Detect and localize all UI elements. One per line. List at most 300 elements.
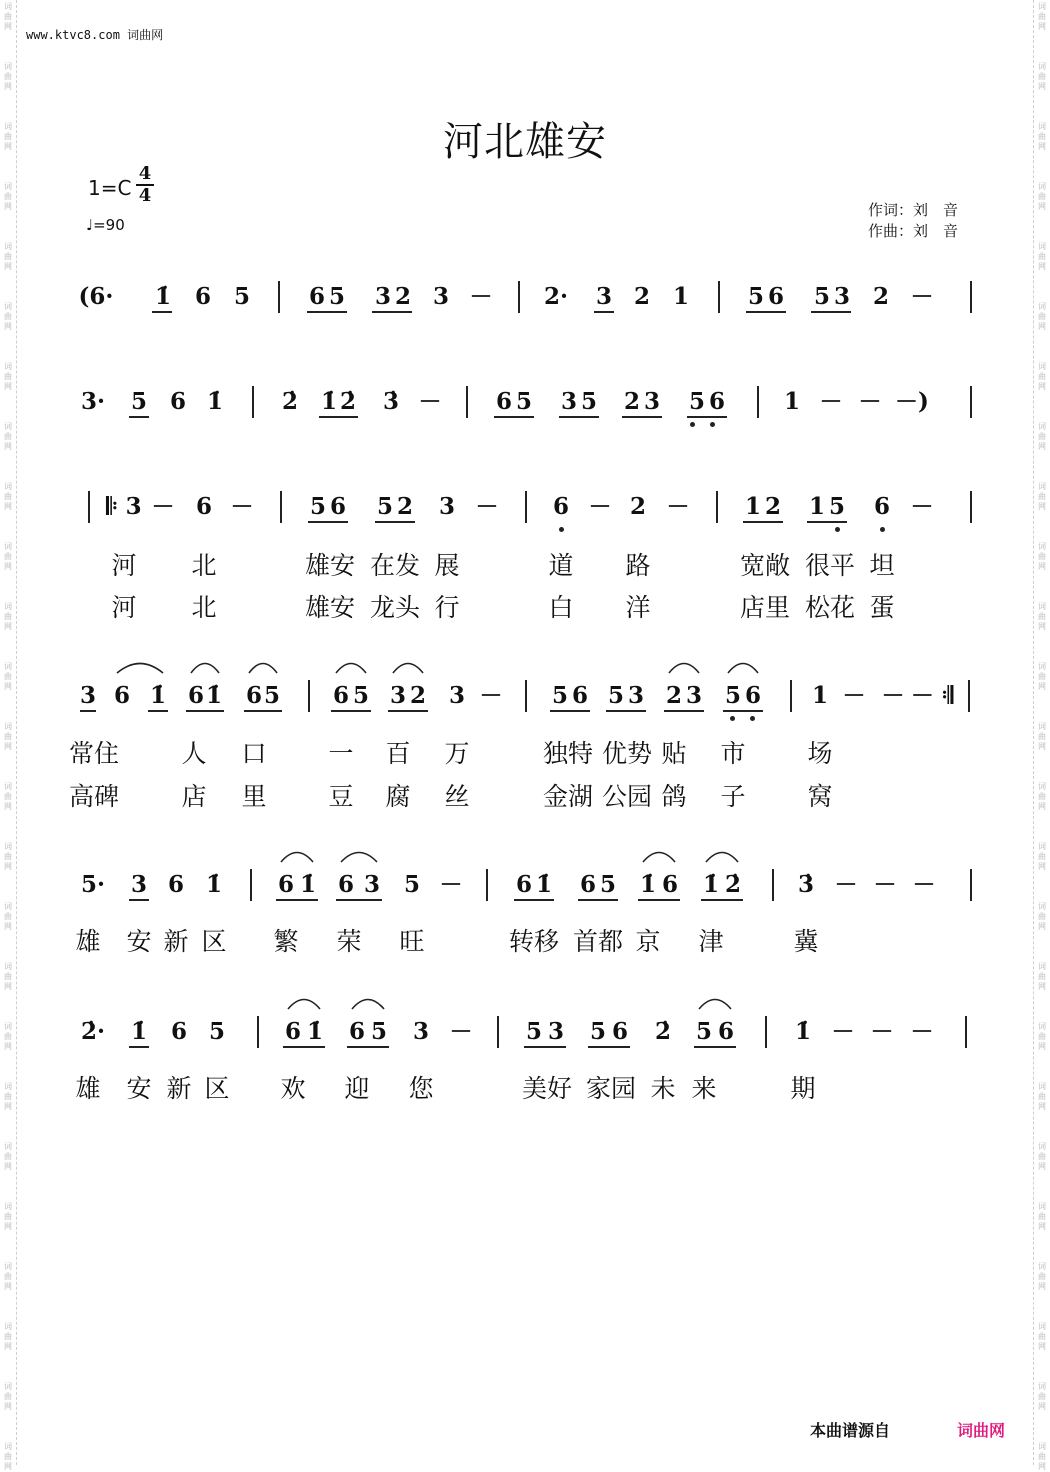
lyric: 在发 [369, 551, 421, 580]
barline [965, 1016, 967, 1048]
watermark-text: 词 曲 网 [1038, 1082, 1046, 1111]
beam-underline [307, 311, 347, 313]
lyric: 松花 [804, 593, 856, 622]
page-title: 河北雄安 [443, 119, 607, 165]
note: － [151, 493, 175, 520]
watermark-text: 词 曲 网 [4, 242, 12, 271]
watermark-text: 词 曲 网 [1038, 182, 1046, 211]
note: 5 [328, 283, 346, 310]
beam-underline [80, 710, 96, 712]
lyric: 河 [111, 593, 137, 622]
lyric: 美好 [521, 1074, 573, 1103]
note: － [910, 283, 934, 310]
watermark-text: 词 曲 网 [4, 1022, 12, 1051]
note: 3 [130, 871, 148, 898]
barline [88, 491, 90, 523]
lyric: 白 [548, 593, 574, 622]
slur [248, 660, 278, 674]
note: 6 [113, 682, 131, 709]
time-denominator: 4 [138, 185, 152, 206]
note: 5 [589, 1018, 607, 1045]
note: 3 [560, 388, 578, 415]
watermark-text: 词 曲 网 [4, 62, 12, 91]
barline [970, 869, 972, 901]
tempo-mark [86, 216, 125, 234]
watermark-text: 词 曲 网 [1038, 302, 1046, 331]
barline [252, 386, 254, 418]
watermark-text: 词 曲 网 [1038, 602, 1046, 631]
lyric: 场 [807, 739, 833, 768]
note: 1̇ [320, 388, 338, 415]
beam-underline [148, 710, 168, 712]
lyric: 雄安 [304, 593, 356, 622]
barline [466, 386, 468, 418]
barline [718, 281, 720, 313]
lyric: 北 [191, 551, 217, 580]
time-numerator: 4 [138, 163, 152, 184]
note: 1̇ [205, 871, 223, 898]
low-octave-dot [559, 527, 564, 532]
watermark-text: 词 曲 网 [1038, 362, 1046, 391]
note: 1̇ [149, 682, 167, 709]
beam-underline [283, 1046, 325, 1048]
note: 1̇ [205, 682, 223, 709]
lyric: 窝 [807, 782, 833, 811]
watermark-text: 词 曲 网 [1038, 962, 1046, 991]
lyric: 京 [635, 927, 661, 956]
note: 1̇ [306, 1018, 324, 1045]
watermark-text: 词 曲 网 [1038, 1322, 1046, 1351]
beam-underline [578, 899, 618, 901]
note: 5 [828, 493, 846, 520]
note: 1 [672, 283, 690, 310]
note: 3 [643, 388, 661, 415]
note: － [439, 871, 463, 898]
note: 2̇ [281, 388, 299, 415]
note: 2 [764, 493, 782, 520]
note: 3 [432, 283, 450, 310]
note: 2̇ [339, 388, 357, 415]
note: 6 [611, 1018, 629, 1045]
lyric: 迎 [344, 1074, 370, 1103]
note: － [449, 1018, 473, 1045]
note: 5 [309, 493, 327, 520]
beam-underline [494, 416, 534, 418]
note: 1 [808, 493, 826, 520]
watermark-text: 词 曲 网 [4, 1202, 12, 1231]
note: － [910, 1018, 934, 1045]
beam-underline [594, 311, 614, 313]
note: － [831, 1018, 855, 1045]
note: 2 [623, 388, 641, 415]
note: 1̇ [130, 1018, 148, 1045]
low-octave-dot [690, 422, 695, 427]
beam-underline [152, 311, 172, 313]
lyric: 市 [720, 739, 746, 768]
slur [351, 996, 385, 1010]
note: 2 [394, 283, 412, 310]
barline [497, 1016, 499, 1048]
lyric: 公园 [601, 782, 653, 811]
lyric: 来 [691, 1074, 717, 1103]
note: 6 [515, 871, 533, 898]
note: 1 [811, 682, 829, 709]
note: 6 [348, 1018, 366, 1045]
barline [968, 680, 970, 712]
beam-underline [811, 311, 851, 313]
lyric: 欢 [280, 1074, 306, 1103]
lyric: 繁 [273, 927, 299, 956]
note: 6 [329, 493, 347, 520]
lyric: 区 [204, 1074, 230, 1103]
note: 2̇ [724, 871, 742, 898]
lyric: 雄 [75, 927, 101, 956]
beam-underline [588, 1046, 630, 1048]
lyric: 安 [126, 1074, 152, 1103]
watermark-text: 词 曲 网 [1038, 482, 1046, 511]
beam-underline [524, 1046, 566, 1048]
watermark-text: 词 曲 网 [4, 1142, 12, 1171]
watermark-text: 词 曲 网 [1038, 842, 1046, 871]
lyric: 路 [625, 551, 651, 580]
credits [868, 200, 958, 242]
lyric: 旺 [399, 927, 425, 956]
note: 3 [627, 682, 645, 709]
lyric: 百 [385, 739, 411, 768]
lyric: 万 [444, 739, 470, 768]
note: 2 [872, 283, 890, 310]
note: － [469, 283, 493, 310]
beam-underline [559, 416, 599, 418]
beam-underline [743, 521, 783, 523]
note: － [910, 493, 934, 520]
lyric: 家园 [585, 1074, 637, 1103]
lyric: 优势 [601, 739, 653, 768]
note: 1̇ [299, 871, 317, 898]
beam-underline [514, 899, 554, 901]
lyric: 展 [434, 551, 460, 580]
note: － [870, 1018, 894, 1045]
note: 5 [551, 682, 569, 709]
lyric: 金湖 [542, 782, 594, 811]
note: 6 [169, 388, 187, 415]
beam-underline [186, 710, 224, 712]
beam-underline [244, 710, 282, 712]
watermark-text: 词 曲 网 [1038, 542, 1046, 571]
lyric: 店 [181, 782, 207, 811]
lyric: 未 [650, 1074, 676, 1103]
note: － [230, 493, 254, 520]
note: 2 [396, 493, 414, 520]
beam-underline [276, 899, 318, 901]
note: 3 [448, 682, 466, 709]
note: －) [895, 388, 929, 415]
slur [287, 996, 321, 1010]
note: 3 [685, 682, 703, 709]
barline [308, 680, 310, 712]
barline [525, 491, 527, 523]
beam-underline [129, 899, 149, 901]
watermark-text: 词 曲 网 [4, 1262, 12, 1291]
slur [705, 849, 739, 863]
slur [335, 660, 367, 674]
lyric: 区 [201, 927, 227, 956]
beam-underline [606, 710, 646, 712]
note: 6 [873, 493, 891, 520]
note: 5· [80, 871, 106, 898]
beam-underline [372, 311, 412, 313]
lyric: 新 [166, 1074, 192, 1103]
barline [970, 491, 972, 523]
note: 3̇ [382, 388, 400, 415]
note: － [666, 493, 690, 520]
note: 3 [374, 283, 392, 310]
watermark-text: 词 曲 网 [4, 782, 12, 811]
lyric: 行 [434, 593, 460, 622]
note: 6 [579, 871, 597, 898]
watermark-text: 词 曲 网 [1038, 1142, 1046, 1171]
note: 6 [708, 388, 726, 415]
note: 5 [352, 682, 370, 709]
lyric: 独特 [542, 739, 594, 768]
slur [668, 660, 700, 674]
beam-underline [701, 899, 743, 901]
lyric: 雄 [75, 1074, 101, 1103]
watermark-text: 词 曲 网 [1038, 422, 1046, 451]
beam-underline [807, 521, 847, 523]
beam-underline [664, 710, 704, 712]
slur [116, 660, 164, 674]
watermark-text: 词 曲 网 [1038, 122, 1046, 151]
watermark-text: 词 曲 网 [4, 842, 12, 871]
note: (6· [78, 283, 114, 310]
watermark-text: 词 曲 网 [4, 962, 12, 991]
lyric: 津 [698, 927, 724, 956]
watermark-text: 词 曲 网 [4, 1442, 12, 1471]
barline [278, 281, 280, 313]
slur [642, 849, 676, 863]
lyric: 里 [241, 782, 267, 811]
note: 6 [337, 871, 355, 898]
lyric: 洋 [625, 593, 651, 622]
beam-underline [375, 521, 415, 523]
barline [765, 1016, 767, 1048]
barline [790, 680, 792, 712]
note: 3 [363, 871, 381, 898]
beam-underline [331, 710, 371, 712]
slur [190, 660, 220, 674]
note: 6 [332, 682, 350, 709]
watermark-text: 词 曲 网 [4, 722, 12, 751]
note: 5 [263, 682, 281, 709]
note: 6 [495, 388, 513, 415]
right-watermark-strip [1033, 0, 1050, 1471]
note: 5 [747, 283, 765, 310]
slur [698, 996, 732, 1010]
lyric: 蛋 [869, 593, 895, 622]
note: 6 [717, 1018, 735, 1045]
note: 3 [79, 682, 97, 709]
barline [525, 680, 527, 712]
watermark-text: 词 曲 网 [1038, 1442, 1046, 1471]
beam-underline [388, 710, 428, 712]
watermark-text: 词 曲 网 [1038, 62, 1046, 91]
lyric: 腐 [385, 782, 411, 811]
lyric: 冀 [793, 927, 819, 956]
slur [280, 849, 314, 863]
footer-brand: 词曲网 [957, 1421, 1006, 1440]
note: － [475, 493, 499, 520]
site-url: www.ktvc8.com 词曲网 [26, 28, 164, 42]
note: 5 [813, 283, 831, 310]
note: 3· [80, 388, 106, 415]
note: 6 [767, 283, 785, 310]
note: 2 [629, 493, 647, 520]
note: 5 [515, 388, 533, 415]
note: 2̇· [80, 1018, 106, 1045]
note: 2· [543, 283, 569, 310]
note: 3 [438, 493, 456, 520]
note: 5 [403, 871, 421, 898]
beam-underline [694, 1046, 736, 1048]
lyric: 坦 [869, 551, 895, 580]
watermark-text: 词 曲 网 [1038, 782, 1046, 811]
lyric: 店里 [739, 593, 791, 622]
slur [340, 849, 378, 863]
watermark-text: 词 曲 网 [1038, 1382, 1046, 1411]
note: 5 [376, 493, 394, 520]
time-signature [136, 164, 154, 206]
note: 2 [633, 283, 651, 310]
low-octave-dot [730, 716, 735, 721]
beam-underline [319, 416, 358, 418]
note: 1̇ [794, 1018, 812, 1045]
beam-underline [336, 899, 382, 901]
watermark-text: 词 曲 网 [4, 302, 12, 331]
note: 5 [607, 682, 625, 709]
footer-source: 本曲谱源自 [810, 1421, 891, 1440]
note: 3 [595, 283, 613, 310]
note: 6 [552, 493, 570, 520]
note: － 𝄇 [910, 682, 954, 709]
lyric: 很平 [804, 551, 856, 580]
barline [757, 386, 759, 418]
lyric: 龙头 [369, 593, 421, 622]
lyric: 子 [720, 782, 746, 811]
barline [250, 869, 252, 901]
watermark-text: 词 曲 网 [4, 182, 12, 211]
lyric: 豆 [328, 782, 354, 811]
watermark-text: 词 曲 网 [1038, 662, 1046, 691]
composer: 作曲：刘 音 [868, 222, 959, 240]
lyric: 一 [328, 739, 354, 768]
lyric: 转移 [508, 927, 560, 956]
watermark-text: 词 曲 网 [1038, 722, 1046, 751]
watermark-text: 词 曲 网 [4, 1082, 12, 1111]
note: 2 [409, 682, 427, 709]
watermark-text: 词 曲 网 [4, 362, 12, 391]
lyric: 道 [548, 551, 574, 580]
beam-underline [129, 416, 149, 418]
watermark-text: 词 曲 网 [1038, 1022, 1046, 1051]
watermark-text: 词 曲 网 [1038, 902, 1046, 931]
watermark-text: 词 曲 网 [4, 902, 12, 931]
note: 1̇ [535, 871, 553, 898]
watermark-text: 词 曲 网 [4, 662, 12, 691]
left-watermark-strip [0, 0, 17, 1471]
lyric: 您 [408, 1074, 434, 1103]
lyric: 新 [163, 927, 189, 956]
watermark-text: 词 曲 网 [4, 482, 12, 511]
watermark-text: 词 曲 网 [1038, 242, 1046, 271]
note: 2 [665, 682, 683, 709]
note: 3 [833, 283, 851, 310]
note: 6 [571, 682, 589, 709]
lyric: 人 [181, 739, 207, 768]
note: 6 [187, 682, 205, 709]
note: 3 [547, 1018, 565, 1045]
lyric: 安 [126, 927, 152, 956]
barline [970, 386, 972, 418]
note: 1̇ [639, 871, 657, 898]
note: 5 [525, 1018, 543, 1045]
note: 1̇ [206, 388, 224, 415]
slur [727, 660, 759, 674]
beam-underline [687, 416, 727, 418]
watermark-text: 词 曲 网 [4, 1322, 12, 1351]
watermark-text: 词 曲 网 [1038, 2, 1046, 31]
note: 5 [130, 388, 148, 415]
note: － [418, 388, 442, 415]
note: 3̇ [797, 871, 815, 898]
lyric: 荣 [336, 927, 362, 956]
note: 1̇ [154, 283, 172, 310]
barline [280, 491, 282, 523]
key-signature: 1=C [88, 176, 132, 200]
note: － [881, 682, 905, 709]
watermark-text: 词 曲 网 [4, 422, 12, 451]
watermark-text: 词 曲 网 [4, 2, 12, 31]
note: 6 [195, 493, 213, 520]
lyric: 雄安 [304, 551, 356, 580]
watermark-text: 词 曲 网 [1038, 1262, 1046, 1291]
note: 6 [661, 871, 679, 898]
lyric: 高碑 [68, 782, 120, 811]
note: 1̇ [702, 871, 720, 898]
lyricist: 作词：刘 音 [868, 201, 959, 219]
quarter-note-icon: ♩ [86, 216, 94, 234]
note: － [912, 871, 936, 898]
tempo-value: =90 [93, 216, 125, 234]
note: 5 [580, 388, 598, 415]
watermark-text: 词 曲 网 [4, 122, 12, 151]
note: 5 [370, 1018, 388, 1045]
slur [392, 660, 424, 674]
note: 6 [245, 682, 263, 709]
barline [518, 281, 520, 313]
low-octave-dot [880, 527, 885, 532]
lyric: 期 [790, 1074, 816, 1103]
note: － [588, 493, 612, 520]
beam-underline [746, 311, 786, 313]
lyric: 鸽 [661, 782, 687, 811]
note: － [842, 682, 866, 709]
beam-underline [550, 710, 590, 712]
watermark-text: 词 曲 网 [1038, 1202, 1046, 1231]
note: 2̇ [654, 1018, 672, 1045]
note: 3 [412, 1018, 430, 1045]
barline [970, 281, 972, 313]
